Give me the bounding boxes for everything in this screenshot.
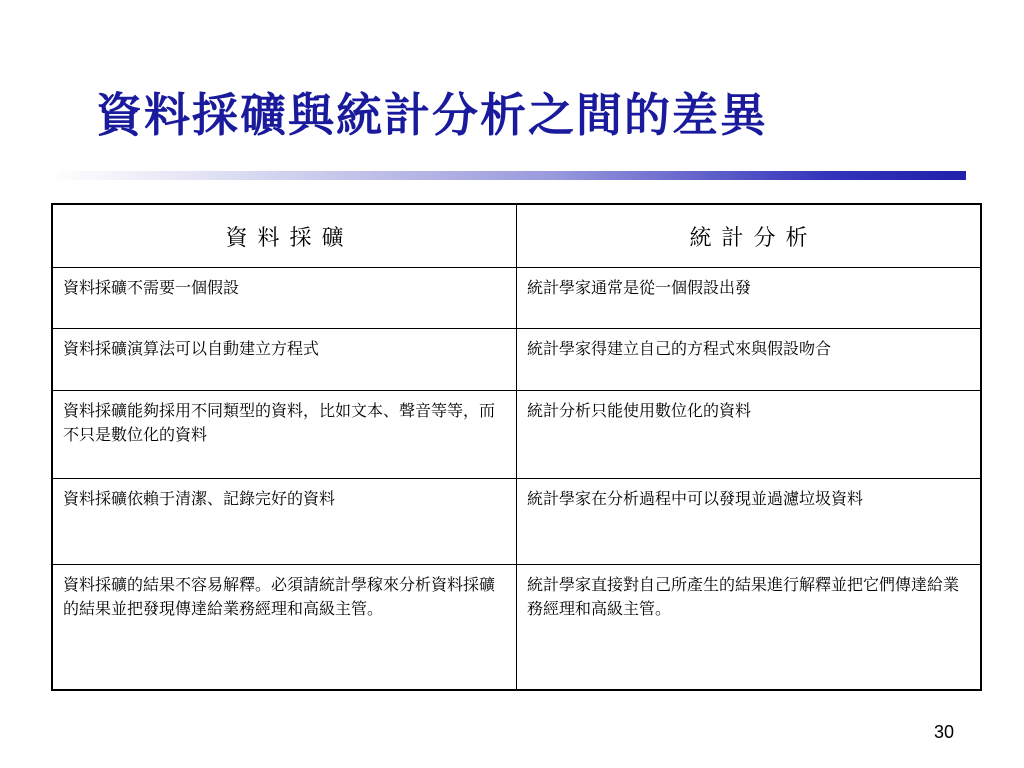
cell-data-mining: 資料採礦依賴于清潔、記錄完好的資料 xyxy=(52,479,517,565)
table-row xyxy=(52,329,981,391)
page-number: 30 xyxy=(933,722,954,742)
table-row xyxy=(52,479,981,565)
cell-data-mining: 資料採礦的結果不容易解釋。必須請統計學稼來分析資料採礦的結果並把發現傳達給業務經理和高級主管。 xyxy=(52,565,517,690)
table-row xyxy=(52,565,981,690)
cell-statistics: 統計學家得建立自己的方程式來與假設吻合 xyxy=(517,329,982,391)
cell-statistics: 統計分析只能使用數位化的資料 xyxy=(517,391,982,479)
title-underline-bar xyxy=(48,171,966,180)
table-header-row xyxy=(52,204,981,268)
header-data-mining: 資料採礦 xyxy=(52,204,517,268)
cell-data-mining: 資料採礦演算法可以自動建立方程式 xyxy=(52,329,517,391)
cell-statistics: 統計學家直接對自己所產生的結果進行解釋並把它們傳達給業務經理和高級主管。 xyxy=(517,565,982,690)
table-row xyxy=(52,391,981,479)
cell-statistics: 統計學家在分析過程中可以發現並過濾垃圾資料 xyxy=(517,479,982,565)
table-row xyxy=(52,268,981,329)
header-statistics: 統計分析 xyxy=(517,204,982,268)
cell-data-mining: 資料採礦不需要一個假設 xyxy=(52,268,517,329)
comparison-table xyxy=(51,203,982,691)
slide-title: 資料採礦與統計分析之間的差異 xyxy=(96,88,768,142)
cell-statistics: 統計學家通常是從一個假設出發 xyxy=(517,268,982,329)
cell-data-mining: 資料採礦能夠採用不同類型的資料，比如文本、聲音等等，而不只是數位化的資料 xyxy=(52,391,517,479)
